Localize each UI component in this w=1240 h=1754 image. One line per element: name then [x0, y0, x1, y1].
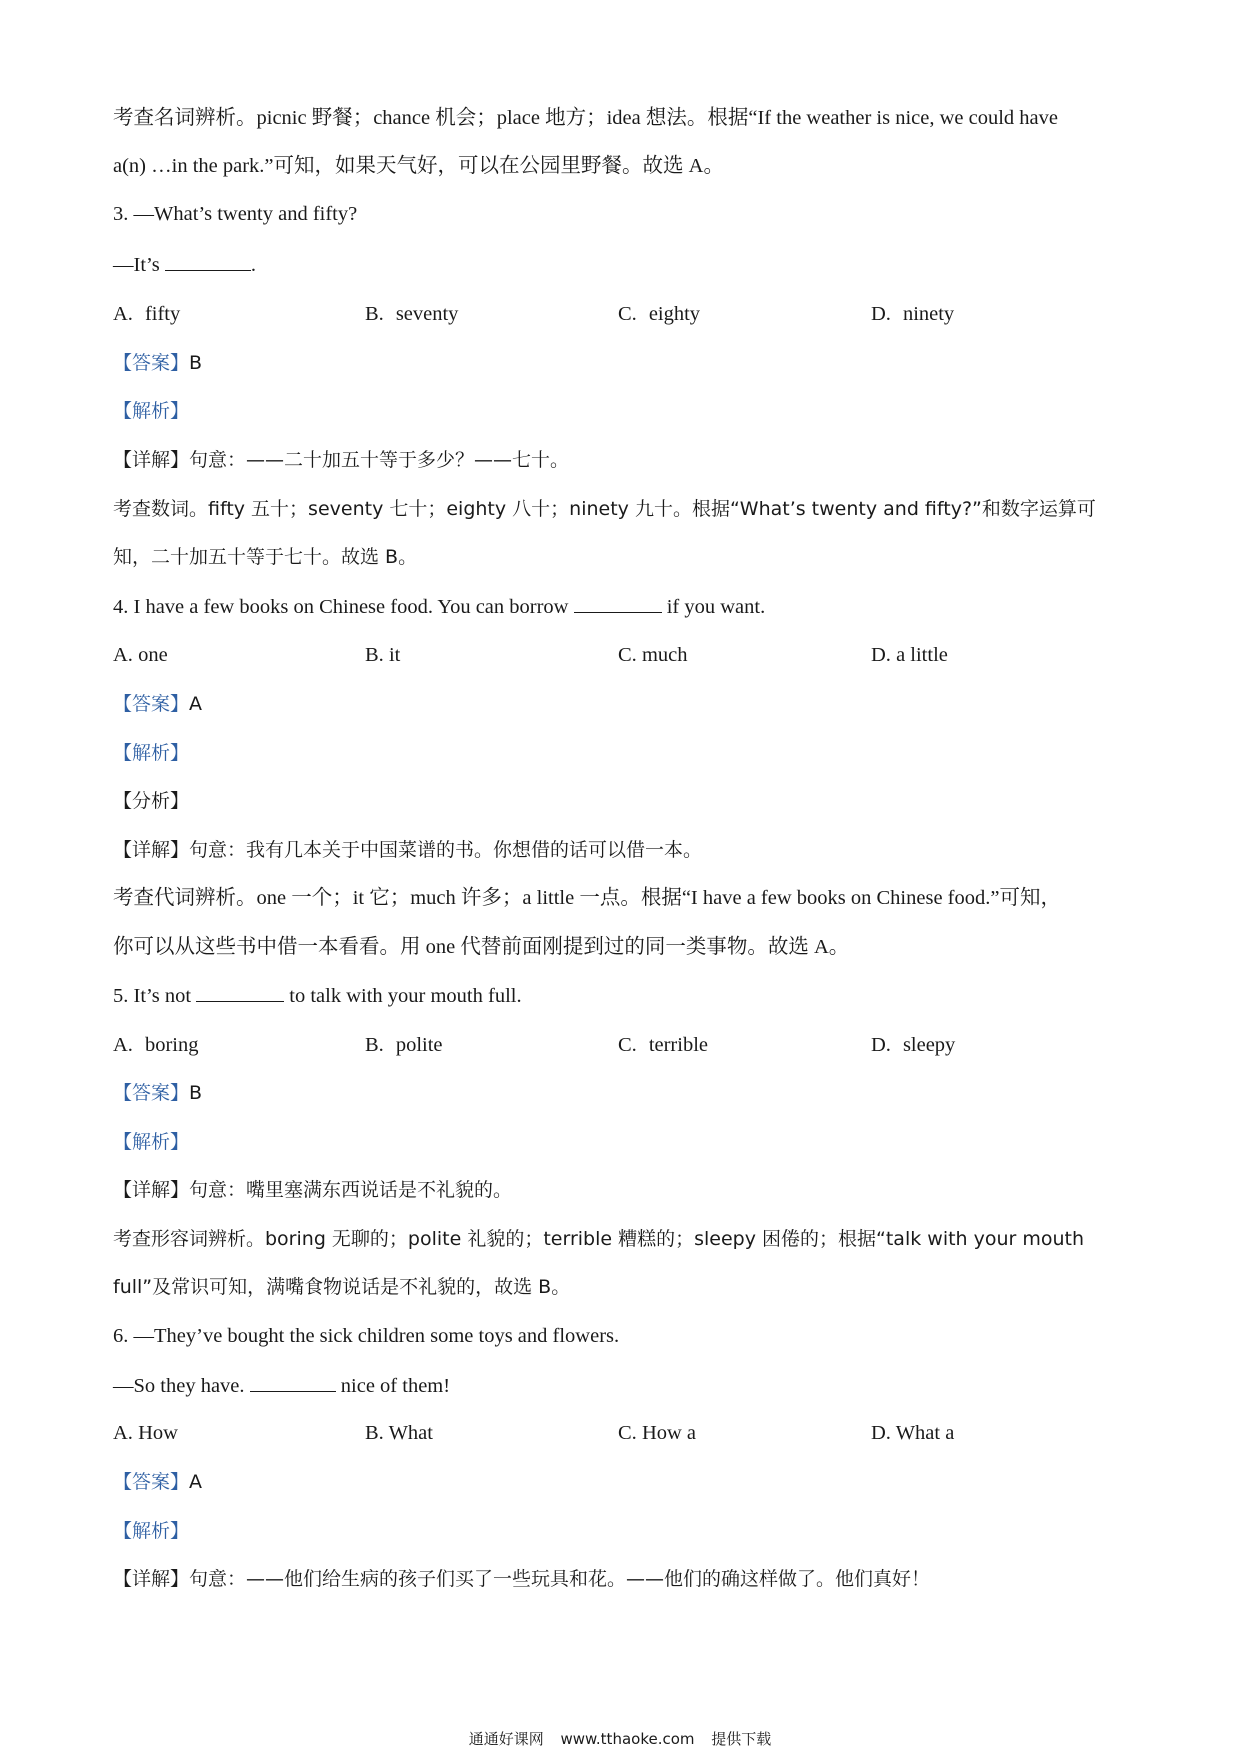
q4-answer-value: A	[189, 693, 203, 715]
q5-option-b	[365, 1031, 443, 1059]
q3-reply-post: .	[250, 254, 256, 276]
q5-option-b-letter: B.	[365, 1034, 384, 1056]
q5-answer-value: B	[189, 1082, 203, 1104]
q3-option-d-letter: D.	[871, 303, 891, 325]
q5-explain-line1: 考查形容词辨析。boring 无聊的；polite 礼貌的；terrible 糟糕的；sleepy 困倦的；根据“talk with your mouth	[113, 1228, 1085, 1250]
q6-option-b-letter: B.	[365, 1422, 384, 1444]
q3-answer	[113, 349, 202, 377]
q5-option-c-text: terrible	[648, 1034, 709, 1056]
q4-blank	[574, 592, 662, 613]
q4-option-c-text: much	[641, 644, 688, 666]
q5-stem	[113, 981, 522, 1010]
q4-answer	[113, 690, 202, 718]
q3-answer-tag: 【答案】	[113, 352, 190, 374]
q6-analysis-tag: 【解析】	[113, 1520, 190, 1542]
q4-option-c	[618, 641, 687, 669]
q5-option-d-text: sleepy	[902, 1034, 956, 1056]
q6-reply-pre: —So they have.	[113, 1375, 245, 1397]
q6-answer-tag: 【答案】	[113, 1471, 190, 1493]
q4-detail: 【详解】句意：我有几本关于中国菜谱的书。你想借的话可以借一本。	[113, 839, 703, 861]
q4-stem-pre: 4. I have a few books on Chinese food. You can borrow	[113, 596, 569, 618]
q6-stem: 6. —They’ve bought the sick children some toys and flowers.	[113, 1325, 620, 1347]
q5-option-d	[871, 1031, 955, 1059]
q4-stem	[113, 592, 765, 621]
q3-reply-pre: —It’s	[113, 254, 160, 276]
q5-answer-tag: 【答案】	[113, 1082, 190, 1104]
q3-analysis-tag: 【解析】	[113, 400, 190, 422]
q4-option-b	[365, 641, 400, 669]
footer-note: 提供下载	[711, 1730, 772, 1748]
q6-reply-post: nice of them!	[340, 1375, 451, 1397]
footer-url[interactable]: www.tthaoke.com	[560, 1730, 695, 1748]
q3-answer-value: B	[189, 352, 203, 374]
q3-option-a	[113, 300, 180, 328]
q3-reply	[113, 250, 256, 279]
q6-option-c-text: How a	[641, 1422, 697, 1444]
q5-blank	[196, 981, 284, 1002]
q4-option-a	[113, 641, 168, 669]
q3-option-c-text: eighty	[648, 303, 701, 325]
q6-reply	[113, 1371, 450, 1400]
q5-option-a-letter: A.	[113, 1034, 133, 1056]
q6-option-a-text: How	[138, 1422, 178, 1444]
q4-option-d-text: a little	[896, 644, 948, 666]
q2-explain-line2: a(n) …in the park.”可知，如果天气好，可以在公园里野餐。故选 A。	[113, 155, 724, 177]
q6-option-d-letter: D.	[871, 1422, 891, 1444]
q5-option-a-text: boring	[144, 1034, 199, 1056]
q6-option-c	[618, 1419, 696, 1447]
q4-fenxi-tag: 【分析】	[113, 790, 190, 812]
q3-option-c	[618, 300, 700, 328]
q4-answer-tag: 【答案】	[113, 693, 190, 715]
footer-site-name: 通通好课网	[468, 1730, 544, 1748]
q3-option-c-letter: C.	[618, 303, 637, 325]
q4-option-d-letter: D.	[871, 644, 891, 666]
q4-option-a-letter: A.	[113, 644, 133, 666]
q5-option-a	[113, 1031, 198, 1059]
q4-option-c-letter: C.	[618, 644, 637, 666]
q6-option-d-text: What a	[895, 1422, 955, 1444]
q5-option-c	[618, 1031, 708, 1059]
q3-option-d	[871, 300, 954, 328]
q3-blank	[165, 250, 251, 271]
q3-option-b	[365, 300, 458, 328]
q5-detail: 【详解】句意：嘴里塞满东西说话是不礼貌的。	[113, 1179, 513, 1201]
q6-blank	[250, 1371, 336, 1392]
q5-analysis-tag: 【解析】	[113, 1131, 190, 1153]
q6-option-b-text: What	[388, 1422, 433, 1444]
q4-option-d	[871, 641, 948, 669]
q5-answer	[113, 1079, 202, 1107]
q4-analysis-tag: 【解析】	[113, 742, 190, 764]
q4-stem-post: if you want.	[666, 596, 766, 618]
q4-option-b-letter: B.	[365, 644, 384, 666]
q6-option-a	[113, 1419, 178, 1447]
q3-option-d-text: ninety	[902, 303, 955, 325]
q5-explain-line2: full”及常识可知，满嘴食物说话是不礼貌的，故选 B。	[113, 1276, 571, 1298]
q6-option-b	[365, 1419, 433, 1447]
q5-option-d-letter: D.	[871, 1034, 891, 1056]
q2-explain-line1: 考查名词辨析。picnic 野餐；chance 机会；place 地方；idea 想法。根据“If the weather is nice, we could have	[113, 107, 1059, 129]
q3-explain-line2: 知，二十加五十等于七十。故选 B。	[113, 546, 418, 568]
q5-stem-post: to talk with your mouth full.	[289, 985, 522, 1007]
q6-option-d	[871, 1419, 954, 1447]
q6-answer-value: A	[189, 1471, 203, 1493]
q5-option-c-letter: C.	[618, 1034, 637, 1056]
q6-option-c-letter: C.	[618, 1422, 637, 1444]
q3-option-a-text: fifty	[144, 303, 181, 325]
q4-explain-line1: 考查代词辨析。one 一个；it 它；much 许多；a little 一点。根据“I have a few books on Chinese food.”可知，	[113, 887, 1061, 909]
q3-stem: 3. —What’s twenty and fifty?	[113, 203, 358, 225]
q5-stem-pre: 5. It’s not	[113, 985, 192, 1007]
q4-option-a-text: one	[138, 644, 168, 666]
q3-option-b-letter: B.	[365, 303, 384, 325]
page-footer	[0, 1728, 1240, 1749]
q6-option-a-letter: A.	[113, 1422, 133, 1444]
q4-option-b-text: it	[388, 644, 401, 666]
q5-option-b-text: polite	[395, 1034, 443, 1056]
q3-explain-line1: 考查数词。fifty 五十；seventy 七十；eighty 八十；ninety 九十。根据“What’s twenty and fifty?”和数字运算可	[113, 498, 1096, 520]
q3-option-b-text: seventy	[395, 303, 459, 325]
q6-answer	[113, 1468, 202, 1496]
q4-explain-line2: 你可以从这些书中借一本看看。用 one 代替前面刚提到过的同一类事物。故选 A。	[113, 936, 850, 958]
q3-detail: 【详解】句意：——二十加五十等于多少？——七十。	[113, 449, 570, 471]
q6-detail: 【详解】句意：——他们给生病的孩子们买了一些玩具和花。——他们的确这样做了。他们真好！	[113, 1568, 931, 1590]
q3-option-a-letter: A.	[113, 303, 133, 325]
